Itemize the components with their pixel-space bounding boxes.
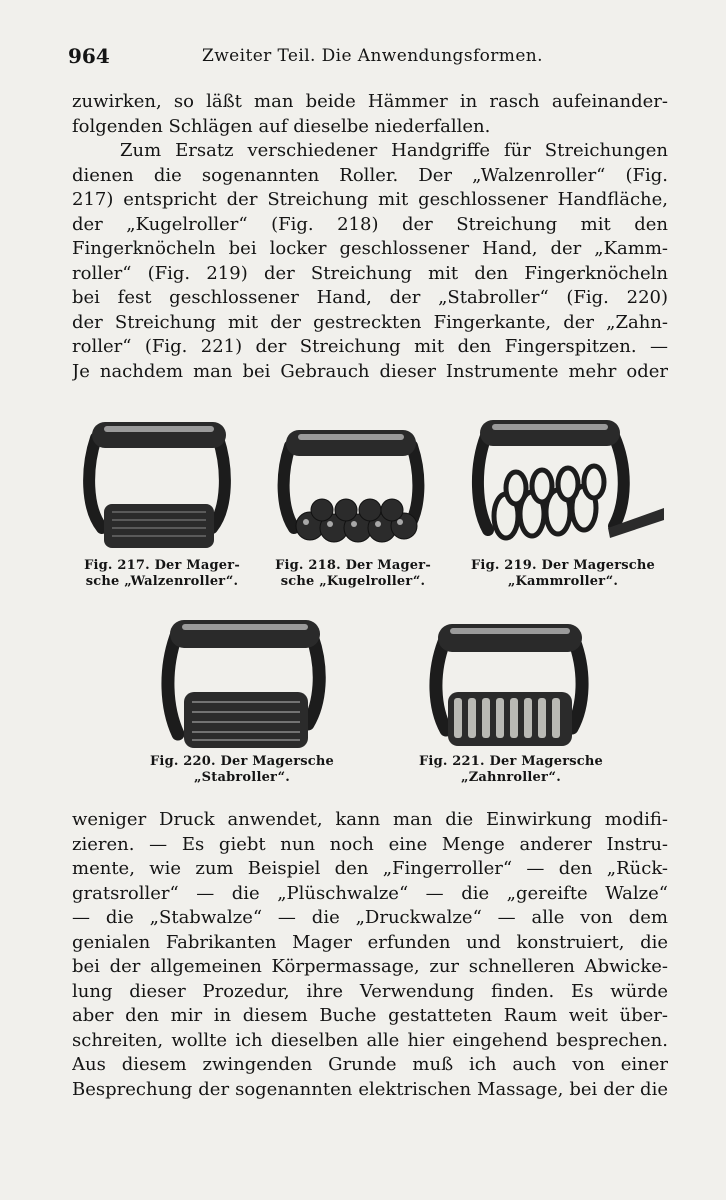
text-line: aber den mir in diesem Buche gestatteten Raum weit über- (72, 1005, 668, 1026)
figure-caption: Fig. 220. Der Magersche „Stabroller“. (150, 754, 334, 785)
figure-218 (268, 418, 438, 590)
text-line: 217) entspricht der Streichung mit geschlossener Handfläche, (72, 189, 668, 210)
figure-caption: Fig. 219. Der Magersche „Kammroller“. (471, 558, 655, 589)
text-line: dienen die sogenannten Roller. Der „Walzenroller“ (Fig. (72, 164, 668, 186)
text-line: bei fest geschlossener Hand, der „Stabroller“ (Fig. 220) (72, 287, 668, 308)
text-line: genialen Fabrikanten Mager erfunden und konstruiert, die (72, 931, 668, 953)
text-line: der Streichung mit der gestreckten Fingerkante, der „Zahn- (72, 311, 668, 333)
text-line: roller“ (Fig. 221) der Streichung mit den Fingerspitzen. — (72, 336, 668, 357)
text-line: Je nachdem man bei Gebrauch dieser Instrumente mehr oder (72, 360, 668, 382)
text-line: roller“ (Fig. 219) der Streichung mit den Fingerknöcheln (72, 262, 668, 284)
running-header (68, 44, 668, 70)
figure-219 (458, 408, 668, 590)
zahnroller-illustration (398, 612, 624, 754)
figure-caption: Fig. 218. Der Mager- sche „Kugelroller“. (275, 558, 431, 589)
text-line: gratsroller“ — die „Plüschwalze“ — die „gereifte Walze“ (72, 882, 668, 904)
text-line: der „Kugelroller“ (Fig. 218) der Streichung mit den (72, 213, 668, 235)
text-line: folgenden Schlägen auf dieselbe niederfallen. (72, 115, 491, 137)
text-line: Zum Ersatz verschiedener Handgriffe für Streichungen (120, 140, 668, 161)
kugelroller-illustration (268, 418, 438, 558)
running-title: Zweiter Teil. Die Anwendungsformen. (202, 46, 543, 66)
body-text-bottom (72, 808, 668, 1102)
text-line: weniger Druck anwendet, kann man die Einwirkung modifi- (72, 809, 668, 830)
body-text-top (72, 90, 668, 384)
text-line: zieren. — Es giebt nun noch eine Menge anderer Instru- (72, 833, 668, 855)
text-line: Fingerknöcheln bei locker geschlossener Hand, der „Kamm- (72, 238, 668, 259)
text-line: schreiten, wollte ich dieselben alle hier eingehend besprechen. (72, 1029, 668, 1051)
figure-caption: Fig. 221. Der Magersche „Zahnroller“. (419, 754, 603, 785)
text-line: Aus diesem zwingenden Grunde muß ich auch von einer (72, 1054, 668, 1075)
text-line: zuwirken, so läßt man beide Hämmer in rasch aufeinander- (72, 91, 668, 112)
figure-217 (72, 408, 252, 590)
text-line: Besprechung der sogenannten elektrischen Massage, bei der die (72, 1078, 668, 1100)
kammroller-illustration (458, 408, 668, 558)
figure-caption: Fig. 217. Der Mager- sche „Walzenroller“. (84, 558, 240, 589)
page-number: 964 (68, 44, 110, 68)
stabroller-illustration (132, 608, 352, 754)
figure-221 (398, 612, 624, 786)
text-line: lung dieser Prozedur, ihre Verwendung finden. Es würde (72, 980, 668, 1002)
text-line: bei der allgemeinen Körpermassage, zur schnelleren Abwicke- (72, 956, 668, 977)
walzenroller-illustration (72, 408, 252, 558)
figure-220 (132, 608, 352, 786)
text-line: — die „Stabwalze“ — die „Druckwalze“ — alle von dem (72, 907, 668, 928)
text-line: mente, wie zum Beispiel den „Fingerroller“ — den „Rück- (72, 858, 668, 879)
